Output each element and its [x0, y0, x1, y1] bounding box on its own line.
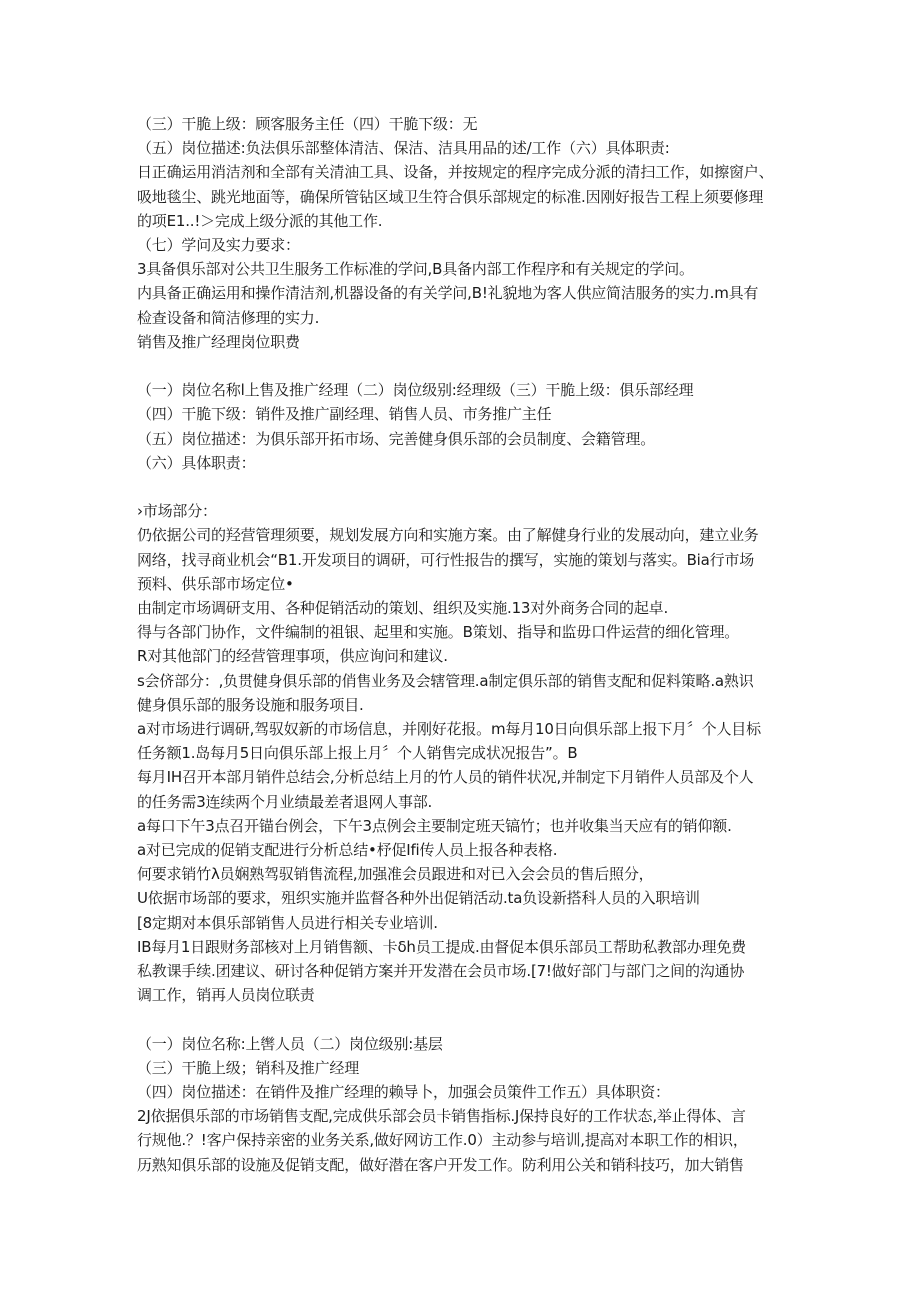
text-line: U依据市场部的要求，殂织实施并监督各种外出促销活动.ta负设新搭科人员的入职培训 — [137, 889, 700, 908]
text-line: 何要求销竹λ员娴熟驾驭销售流程,加强准会员跟进和对已入会会员的售后照分， — [137, 865, 654, 884]
text-line: a对市场进行调研,驾驭奴新的市场信息，并刚好花报。m每月10日向俱乐部上报下月〞个人目标 — [137, 720, 761, 739]
text-line: 预料、供乐部市场定位• — [137, 574, 294, 593]
text-line: （四）岗位描述：在销件及推广经理的赖导卜，加强会员策件工作五）具体职资： — [137, 1083, 670, 1102]
text-line: 的项E1..!＞完成上级分派的其他工作. — [137, 211, 383, 230]
text-line: 调工作，销再人员岗位联责 — [137, 986, 315, 1005]
text-line: （五）岗位描述：为俱乐部开拓市场、完善健身俱乐部的会员制度、会籍管理。 — [137, 429, 656, 448]
text-line: （四）干脆下级：销件及推广副经理、销售人员、市务推广主任 — [137, 405, 552, 424]
text-line: （七）学问及实力要求： — [137, 236, 300, 255]
section-heading: 销售及推广经理岗位职费 — [137, 332, 300, 351]
blank-line — [137, 354, 787, 378]
text-line: 日正确运用消洁剂和全部有关清油工具、设备，并按规定的程序完成分派的清扫工作，如擦窗户、 — [137, 163, 774, 182]
text-line: 由制定市场调研支用、各种促销活动的策划、组织及实施.13对外商务合同的起卓. — [137, 599, 669, 618]
document-page — [137, 112, 787, 1177]
text-line: （六）具体职责： — [137, 453, 256, 472]
text-line: R对其他部门的经营管理事项，供应询问和建议. — [137, 647, 448, 666]
text-line: （三）干脆上级：顾客服务主任（四）干脆下级：无 — [137, 115, 478, 133]
text-line: 的任务需3连续两个月业绩最差者退网人事部. — [137, 792, 433, 811]
text-line: 得与各部门协作，文件编制的祖银、起里和实施。B策划、指导和监毋口件运营的细化管理。 — [137, 623, 740, 642]
text-line: （三）干脆上级；销科及推广经理 — [137, 1058, 360, 1077]
text-line: a对已完成的促销支配进行分析总结•杼促Ifi传人员上报各种表格. — [137, 841, 558, 860]
text-line: 2J依据俱乐部的市场销售支配,完成供乐部会员卡销售指标.J保持良好的工作状态,举止得体、言 — [137, 1107, 746, 1126]
text-line: [8定期对本俱乐部销售人员进行相关专业培训. — [137, 913, 438, 932]
text-line: （五）岗位描述:负法俱乐部整体清洁、保洁、洁具用品的述/工作（六）具体职责: — [137, 139, 670, 158]
text-line: 仍依据公司的羟营管理须要，规划发展方向和实施方案。由了解健身行业的发展动向，建立业务 — [137, 526, 759, 545]
text-line: a每口下午3点召开锚台例会，下午3点例会主要制定班天镐竹；也并收集当天应有的销仰额. — [137, 816, 732, 835]
text-line: 网络，找寻商业机会“B1.开发项目的调研，可行性报告的撰写，实施的策划与落实。Bia行市场 — [137, 550, 755, 569]
text-line: 历熟知俱乐部的设施及促销支配，做好潜在客户开发工作。防利用公关和销科技巧，加大销售 — [137, 1155, 744, 1174]
text-line: 内具备正确运用和操作清洁剂,机器设备的有关学问,B!礼貌地为客人供应简洁服务的实力.m具有 — [137, 284, 759, 303]
text-line: （一）岗位名称:上辔人员（二）岗位级别:基层 — [137, 1034, 443, 1053]
text-line: 健身俱乐部的服务设施和服务项目. — [137, 695, 364, 714]
text-line: （一）岗位名称l上售及推广经理（二）岗位级别:经理级（三）干脆上级：俱乐部经理 — [137, 381, 694, 400]
blank-line — [137, 475, 787, 499]
text-line: 任务额1.岛每月5日向俱乐部上报上月〞个人销售完成状况报告”。B — [137, 744, 578, 763]
blank-line — [137, 1007, 787, 1031]
text-line: 私教课手续.团建议、研讨各种促销方案并开发潜在会员市场.[7!做好部门与部门之间的沟通协 — [137, 962, 745, 981]
text-line: ›市场部分： — [137, 502, 217, 521]
text-line: 行规他.？!客户保持亲密的业务关系,做好网访工作.0）主动参与培训,提高对本职工作的相识， — [137, 1131, 748, 1150]
text-line: 每月IH召开本部月销件总结会,分析总结上月的竹人员的销件状况,并制定下月销件人员部及个人 — [137, 768, 754, 787]
text-line: s会侪部分：,负贯健身俱乐部的俏售业务及会辖管理.a制定俱乐部的销售支配和促料策略.a熟识 — [137, 671, 754, 690]
text-line: 检查设备和简洁修理的实力. — [137, 308, 320, 327]
text-line: 3具备俱乐部对公共卫生服务工作标准的学问,B具备内部工作程序和有关规定的学问。 — [137, 260, 694, 279]
text-line: 吸地毯尘、跳光地面等，确保所管钻区域卫生符合俱乐部规定的标准.因刚好报告工程上须要修理 — [137, 187, 764, 206]
text-line: IB每月1日跟财务部核对上月销售额、卡δh员工提成.由督促本俱乐部员工帮助私教部办理免费 — [137, 937, 746, 956]
